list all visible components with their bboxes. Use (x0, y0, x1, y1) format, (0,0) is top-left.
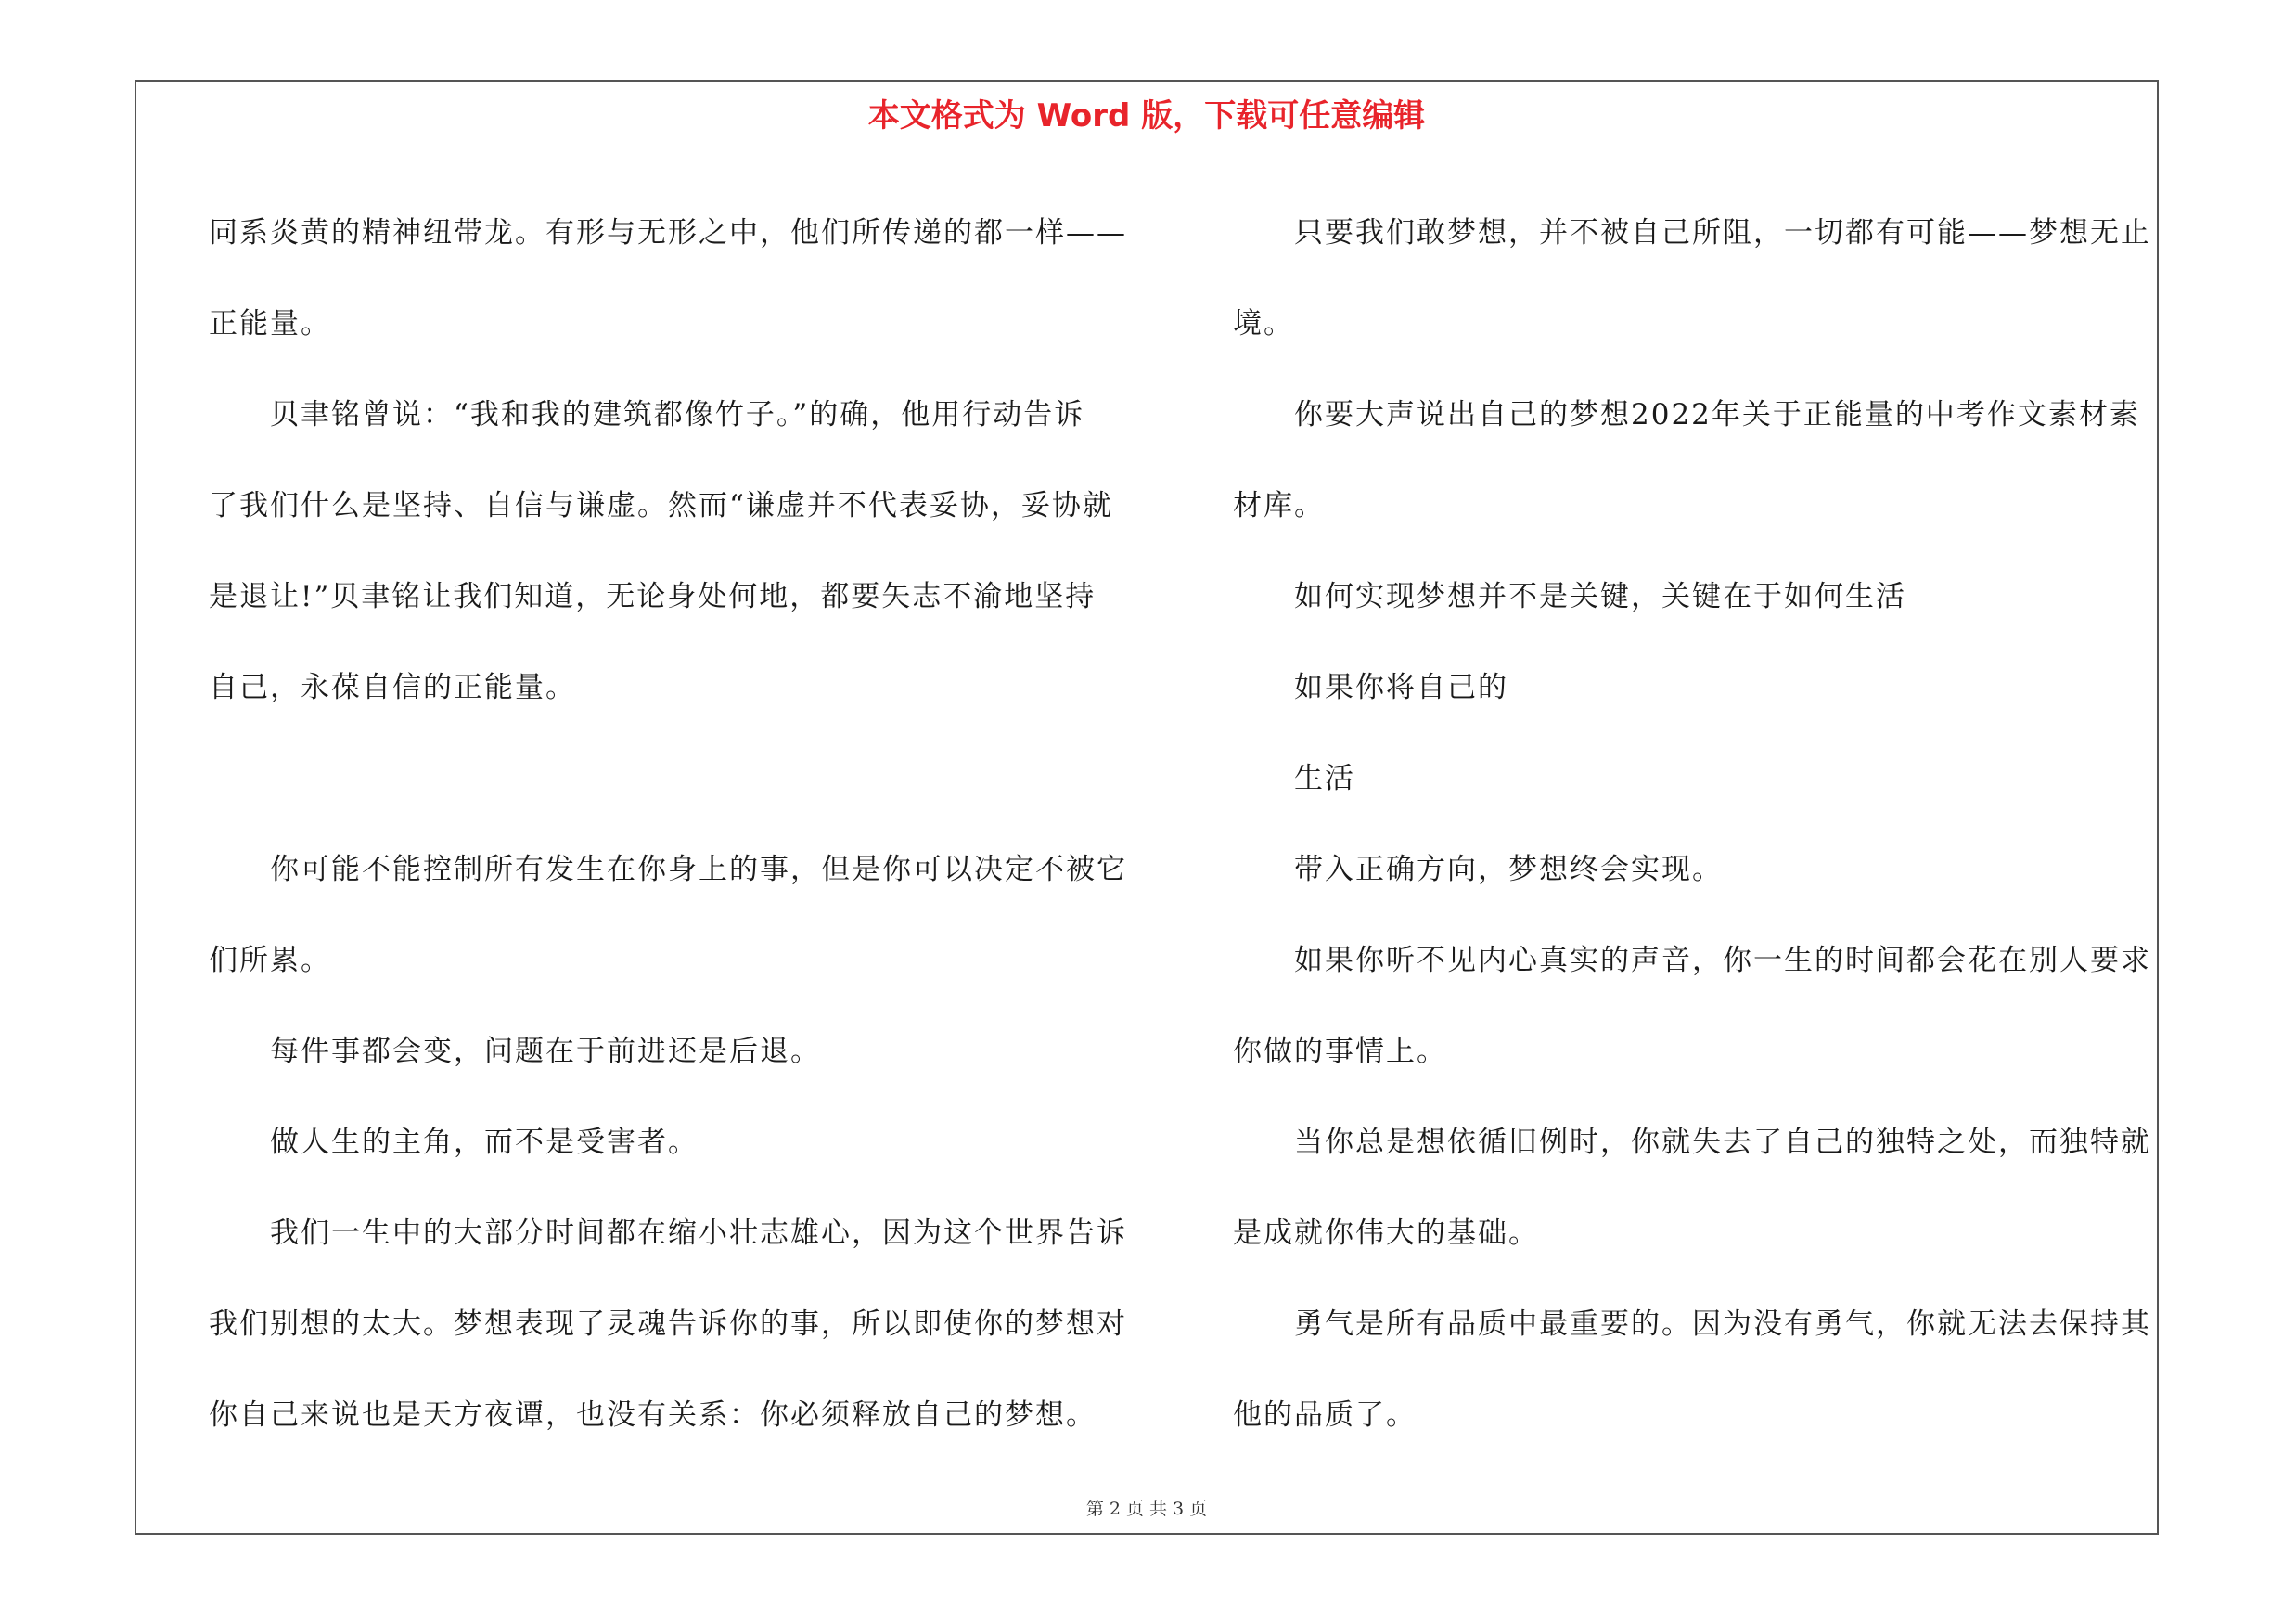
paragraph-line: 每件事都会变，问题在于前进还是后退。 (270, 1035, 821, 1068)
paragraph-line: 勇气是所有品质中最重要的。因为没有勇气，你就无法去保持其 (1294, 1307, 2151, 1341)
page-number: 第 2 页 共 3 页 (1085, 1499, 1208, 1519)
paragraph-line: 是成就你伟大的基础。 (1233, 1217, 1539, 1250)
paragraph-line: 如果你听不见内心真实的声音，你一生的时间都会花在别人要求 (1294, 944, 2151, 977)
paragraph-line: 做人生的主角，而不是受害者。 (270, 1126, 699, 1159)
paragraph-line: 只要我们敢梦想，并不被自己所阻，一切都有可能——梦想无止 (1294, 216, 2151, 250)
paragraph-line: 你要大声说出自己的梦想2022年关于正能量的中考作文素材素 (1294, 398, 2140, 432)
paragraph-line: 贝聿铭曾说：“我和我的建筑都像竹子。”的确，他用行动告诉 (270, 398, 1085, 432)
page-frame (135, 80, 2159, 1535)
left-column (209, 187, 1127, 1461)
paragraph-line: 他的品质了。 (1233, 1398, 1417, 1432)
paragraph-line: 我们一生中的大部分时间都在缩小壮志雄心，因为这个世界告诉 (270, 1217, 1127, 1250)
paragraph-line: 境。 (1233, 307, 1294, 341)
word-format-notice: 本文格式为 Word 版，下载可任意编辑 (867, 97, 1426, 135)
paragraph-line: 们所累。 (209, 944, 331, 977)
paragraph-line: 带入正确方向，梦想终会实现。 (1294, 853, 1723, 886)
paragraph-line: 你做的事情上。 (1233, 1035, 1447, 1068)
right-column (1233, 187, 2151, 1461)
paragraph-line: 当你总是想依循旧例时，你就失去了自己的独特之处，而独特就 (1294, 1126, 2151, 1159)
blank-line (209, 733, 1127, 824)
paragraph-line: 材库。 (1233, 489, 1325, 522)
paragraph-line: 你自己来说也是天方夜谭，也没有关系：你必须释放自己的梦想。 (209, 1398, 1097, 1432)
paragraph-line: 如何实现梦想并不是关键，关键在于如何生活 (1294, 580, 1906, 613)
paragraph-line: 正能量。 (209, 307, 331, 341)
paragraph-line: 生活 (1294, 762, 1355, 795)
paragraph-line: 我们别想的太大。梦想表现了灵魂告诉你的事，所以即使你的梦想对 (209, 1307, 1127, 1341)
paragraph-line: 自己，永葆自信的正能量。 (209, 671, 576, 704)
paragraph-line: 是退让!”贝聿铭让我们知道，无论身处何地，都要矢志不渝地坚持 (209, 580, 1097, 613)
paragraph-line: 如果你将自己的 (1294, 671, 1508, 704)
paragraph-line: 你可能不能控制所有发生在你身上的事，但是你可以决定不被它 (270, 853, 1127, 886)
paragraph-line: 同系炎黄的精神纽带龙。有形与无形之中，他们所传递的都一样—— (209, 216, 1127, 250)
paragraph-line: 了我们什么是坚持、自信与谦虚。然而“谦虚并不代表妥协，妥协就 (209, 489, 1113, 522)
